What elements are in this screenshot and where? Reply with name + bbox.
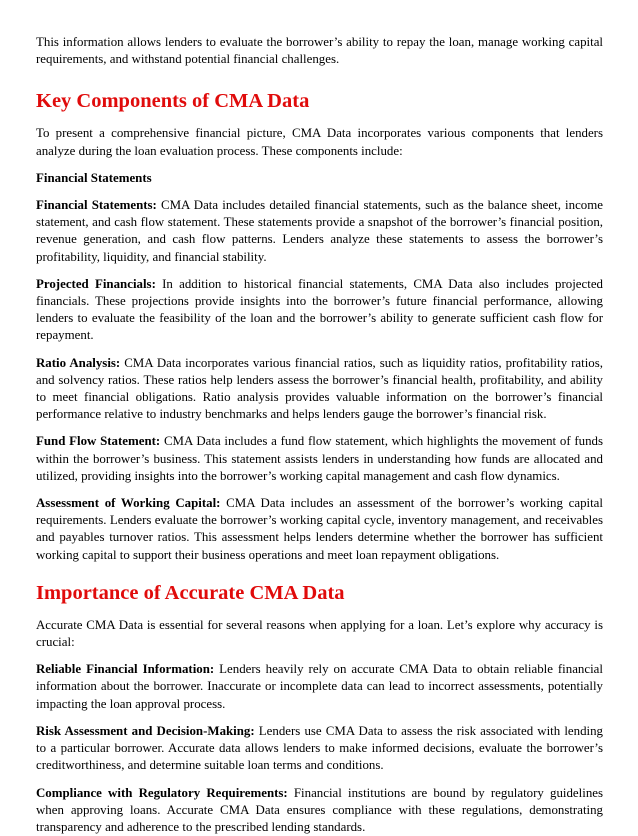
item-lead: Reliable Financial Information: — [36, 662, 214, 676]
item-lead: Financial Statements: — [36, 198, 157, 212]
item-assessment-working-capital — [36, 495, 603, 564]
key-components-intro: To present a comprehensive financial picture, CMA Data incorporates various components that lenders analyze during the loan evaluation process. These components include: — [36, 125, 603, 159]
item-fund-flow-statement — [36, 433, 603, 485]
heading-key-components: Key Components of CMA Data — [36, 89, 603, 113]
intro-paragraph: This information allows lenders to evaluate the borrower’s ability to repay the loan, manage working capital requirements, and withstand potential financial challenges. — [36, 34, 603, 68]
item-lead: Ratio Analysis: — [36, 356, 120, 370]
heading-importance: Importance of Accurate CMA Data — [36, 581, 603, 605]
item-text: Lenders heavily rely on accurate CMA Data to obtain reliable financial information about the borrower. Inaccurate or incomplete data can lead to incorrect assessments, potentially impacting the loan approval process. — [36, 662, 603, 710]
item-lead: Projected Financials: — [36, 277, 156, 291]
item-risk-assessment — [36, 723, 603, 775]
item-text: CMA Data incorporates various financial ratios, such as liquidity ratios, profitability ratios, and solvency ratios. These ratios help lenders assess the borrower’s financial health, profitability, and ability to meet financial obligations. Ratio analysis provides valuable information on the borrower’s financial performance relative to industry benchmarks and helps lenders gauge the borrower’s financial risk. — [36, 356, 603, 422]
item-text: CMA Data includes detailed financial statements, such as the balance sheet, income statement, and cash flow statement. These statements provide a snapshot of the borrower’s financial position, revenue generation, and cash flow patterns. Lenders analyze these statements to assess the borrower’s profitability, liquidity, and financial stability. — [36, 198, 603, 264]
item-text: Lenders use CMA Data to assess the risk associated with lending to a particular borrower. Accurate data allows lenders to make informed decisions, evaluate the borrower’s creditworthiness, and determine suitable loan terms and conditions. — [36, 724, 603, 772]
item-lead: Assessment of Working Capital: — [36, 496, 220, 510]
item-projected-financials — [36, 276, 603, 345]
item-lead: Fund Flow Statement: — [36, 434, 160, 448]
subheading-financial-statements: Financial Statements — [36, 170, 603, 187]
item-text: In addition to historical financial statements, CMA Data also includes projected financials. These projections provide insights into the borrower’s future financial performance, allowing lenders to evaluate the feasibility of the loan and the borrower’s ability to generate sufficient cash flow for repayment. — [36, 277, 603, 343]
item-financial-statements — [36, 197, 603, 266]
item-text: CMA Data includes an assessment of the borrower’s working capital requirements. Lenders evaluate the borrower’s working capital cycle, inventory management, and receivables and payables turnover ratios. This assessment helps lenders determine whether the borrower has sufficient working capital to support their business operations and meet loan repayment obligations. — [36, 496, 603, 562]
item-text: Financial institutions are bound by regulatory guidelines when approving loans. Accurate CMA Data ensures compliance with these regulations, demonstrating transparency and adherence to the prescribed lending standards. — [36, 786, 603, 834]
item-reliable-financial-information — [36, 661, 603, 713]
item-ratio-analysis — [36, 355, 603, 424]
item-regulatory-compliance — [36, 785, 603, 836]
item-lead: Risk Assessment and Decision-Making: — [36, 724, 255, 738]
item-text: CMA Data includes a fund flow statement, which highlights the movement of funds within the borrower’s business. This statement assists lenders in understanding how funds are allocated and utilized, providing insights into the borrower’s working capital management and cash flow dynamics. — [36, 434, 603, 482]
item-lead: Compliance with Regulatory Requirements: — [36, 786, 288, 800]
importance-intro: Accurate CMA Data is essential for several reasons when applying for a loan. Let’s explore why accuracy is crucial: — [36, 617, 603, 651]
